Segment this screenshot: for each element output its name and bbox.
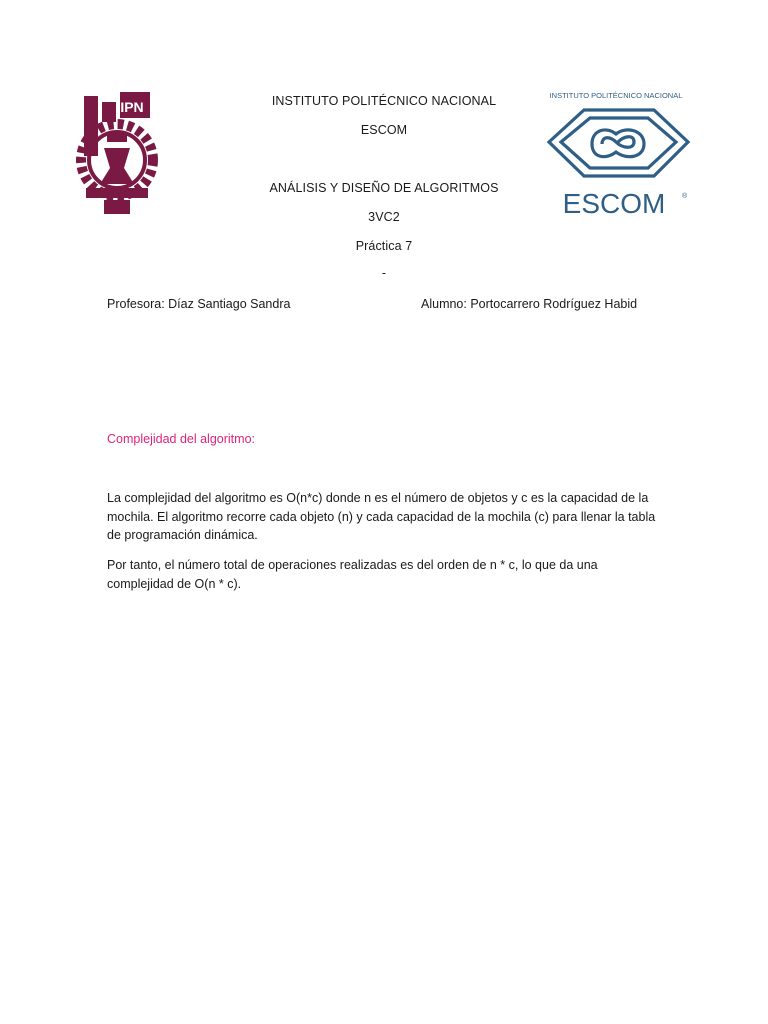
practice-label: Práctica 7 <box>355 239 413 253</box>
escom-wordmark: ESCOM <box>562 188 666 218</box>
section-heading: Complejidad del algoritmo: <box>107 432 255 446</box>
subject-title: ANÁLISIS Y DISEÑO DE ALGORITMOS <box>269 181 499 195</box>
teacher-name: Profesora: Díaz Santiago Sandra <box>107 297 291 311</box>
escom-logo-toptext: INSTITUTO POLITÉCNICO NACIONAL <box>549 91 683 100</box>
separator-dash: - <box>381 266 387 280</box>
group-label: 3VC2 <box>368 210 400 224</box>
complexity-paragraph-1: La complejidad del algoritmo es O(n*c) donde n es el número de objetos y c es la capacidad de la mochila. El algoritmo recorre cada objeto (n) y cada capacidad de la mochila (c) para llenar la tabla de programación dinámica. <box>107 491 656 542</box>
student-name: Alumno: Portocarrero Rodríguez Habid <box>421 297 638 311</box>
institution-title: INSTITUTO POLITÉCNICO NACIONAL <box>271 94 497 108</box>
ipn-logo-text: IPN <box>120 99 144 115</box>
escom-emblem <box>549 110 688 176</box>
escom-registered-mark: ® <box>682 193 688 200</box>
school-title: ESCOM <box>360 123 408 137</box>
complexity-paragraph-2: Por tanto, el número total de operaciones realizadas es del orden de n * c, lo que da una complejidad de O(n * c). <box>107 558 598 591</box>
